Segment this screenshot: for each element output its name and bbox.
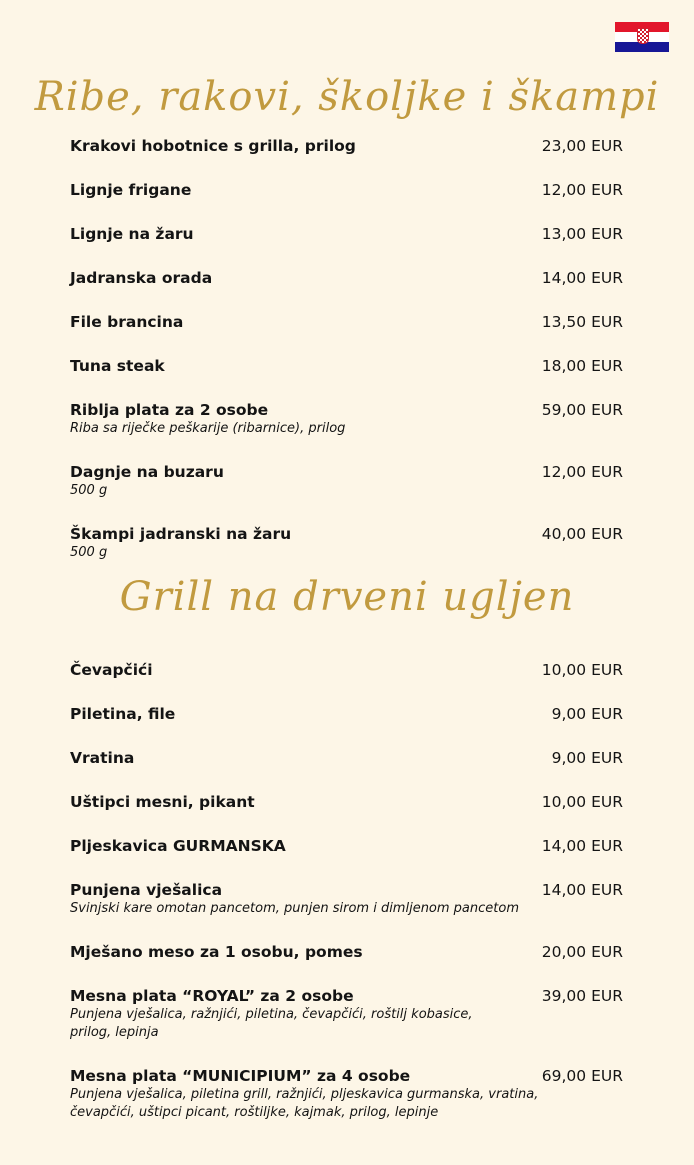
- item-price: 12,00 EUR: [541, 181, 623, 199]
- menu-item: [70, 524, 623, 562]
- item-name: Tuna steak: [70, 357, 165, 375]
- menu-item: [70, 268, 623, 288]
- section-title-seafood: Ribe, rakovi, školjke i škampi: [34, 74, 660, 120]
- item-description: Riba sa riječke peškarije (ribarnice), prilog: [70, 421, 346, 436]
- item-name: Piletina, file: [70, 705, 176, 723]
- item-price: 13,00 EUR: [541, 225, 623, 243]
- croatian-flag-icon[interactable]: [615, 22, 669, 52]
- menu-item: [70, 224, 623, 244]
- menu-item: [70, 792, 623, 812]
- item-name: Mješano meso za 1 osobu, pomes: [70, 943, 363, 961]
- item-name: Punjena vješalica: [70, 881, 223, 899]
- item-price: 10,00 EUR: [541, 793, 623, 811]
- item-price: 40,00 EUR: [541, 525, 623, 543]
- item-price: 18,00 EUR: [541, 357, 623, 375]
- item-name: Vratina: [70, 749, 135, 767]
- item-description: Svinjski kare omotan pancetom, punjen sirom i dimljenom pancetom: [70, 901, 520, 916]
- menu-item: [70, 836, 623, 856]
- item-name: Krakovi hobotnice s grilla, prilog: [70, 137, 356, 155]
- item-name: Škampi jadranski na žaru: [70, 525, 292, 543]
- menu-item: [70, 462, 623, 500]
- item-description: Punjena vješalica, ražnjići, piletina, čevapčići, roštilj kobasice, prilog, lepinja: [70, 1007, 473, 1040]
- item-description: Punjena vješalica, piletina grill, ražnjići, pljeskavica gurmanska, vratina, čevapčići, uštipci picant, roštiljke, kajmak, prilog, lepinje: [70, 1087, 539, 1120]
- item-price: 12,00 EUR: [541, 463, 623, 481]
- item-price: 9,00 EUR: [551, 705, 623, 723]
- item-name: File brancina: [70, 313, 184, 331]
- menu-item: [70, 986, 623, 1042]
- item-name: Mesna plata “ROYAL” za 2 osobe: [70, 987, 354, 1005]
- item-description: 500 g: [70, 483, 108, 498]
- item-name: Pljeskavica GURMANSKA: [70, 837, 286, 855]
- menu-item: [70, 942, 623, 962]
- item-price: 69,00 EUR: [541, 1067, 623, 1085]
- item-name: Čevapčići: [70, 661, 153, 679]
- item-price: 20,00 EUR: [541, 943, 623, 961]
- item-name: Riblja plata za 2 osobe: [70, 401, 269, 419]
- item-price: 14,00 EUR: [541, 837, 623, 855]
- menu-item: [70, 400, 623, 438]
- item-name: Lignje na žaru: [70, 225, 194, 243]
- item-price: 23,00 EUR: [541, 137, 623, 155]
- item-price: 9,00 EUR: [551, 749, 623, 767]
- menu-item: [70, 356, 623, 376]
- item-price: 13,50 EUR: [541, 313, 623, 331]
- item-name: Mesna plata “MUNICIPIUM” za 4 osobe: [70, 1067, 411, 1085]
- item-name: Lignje frigane: [70, 181, 192, 199]
- item-price: 59,00 EUR: [541, 401, 623, 419]
- menu-item: [70, 136, 623, 156]
- menu-item: [70, 704, 623, 724]
- menu-item: [70, 180, 623, 200]
- menu-item: [70, 748, 623, 768]
- item-price: 14,00 EUR: [541, 269, 623, 287]
- item-name: Jadranska orada: [70, 269, 213, 287]
- item-name: Dagnje na buzaru: [70, 463, 224, 481]
- menu-item: [70, 660, 623, 680]
- item-price: 39,00 EUR: [541, 987, 623, 1005]
- item-description: 500 g: [70, 545, 108, 560]
- menu-item: [70, 312, 623, 332]
- section-title-grill: Grill na drveni ugljen: [119, 574, 575, 620]
- item-price: 10,00 EUR: [541, 661, 623, 679]
- menu-item: [70, 1066, 623, 1122]
- item-name: Uštipci mesni, pikant: [70, 793, 255, 811]
- coat-of-arms-icon: [637, 28, 649, 44]
- item-price: 14,00 EUR: [541, 881, 623, 899]
- menu-item: [70, 880, 623, 918]
